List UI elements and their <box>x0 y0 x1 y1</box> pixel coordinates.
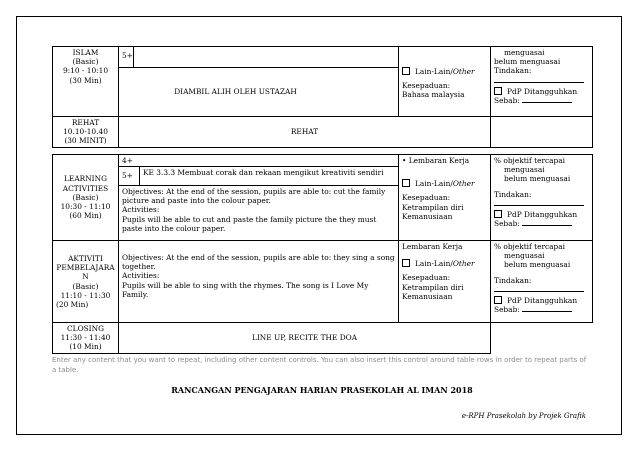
pdp-checkbox[interactable] <box>494 296 502 304</box>
subject-duration: (30 MINIT) <box>64 136 107 146</box>
lain-lain-checkbox[interactable] <box>402 67 410 75</box>
lain-lain-label: Lain-Lain/ <box>415 67 453 76</box>
subject-duration: (60 Min) <box>69 211 102 221</box>
footer-credit: e-RPH Prasekolah by Projek Grafik <box>461 412 586 420</box>
pentaksiran-item: belum menguasai <box>504 174 571 184</box>
kesepaduan-label: Kesepaduan: <box>402 193 451 203</box>
subject-level: (Basic) <box>72 192 99 202</box>
pdp-label: PdP Ditangguhkan <box>507 296 578 306</box>
subject-duration: (10 Min) <box>69 342 102 352</box>
kesepaduan-value: Ketrampilan diri <box>402 202 464 212</box>
islam-content: DIAMBIL ALIH OLEH USTAZAH <box>174 86 297 96</box>
tindakan-label: Tindakan: <box>494 275 532 285</box>
tindakan-field[interactable] <box>494 205 584 206</box>
pdp-checkbox[interactable] <box>494 210 502 218</box>
objectives-text: Objectives: At the end of the session, pupils are able to: cut the family picture and paste into the colour paper. <box>122 187 386 206</box>
pentaksiran-item: % objektif tercapai <box>494 156 566 165</box>
tindakan-field[interactable] <box>494 82 584 83</box>
activities-text: Pupils will be able to sing with the rhymes. The song is I Love My Family. <box>122 280 369 299</box>
lain-lain-label: Lain-Lain/ <box>415 179 453 189</box>
level-label-top: 4+ <box>119 155 398 167</box>
rehat-time-cell <box>53 117 119 148</box>
activities-label: Activities: <box>122 271 160 281</box>
subject-time: 10:30 - 11:10 <box>60 202 111 212</box>
pentaksiran-item: menguasai <box>504 48 545 57</box>
schedule-table-top <box>52 46 593 148</box>
subject-time: 9:10 - 10:10 <box>62 66 109 76</box>
level-label: 5+ <box>119 47 133 67</box>
subject-name-2: ACTIVITIES <box>62 183 109 193</box>
subject-time: 11:30 - 11:40 <box>60 333 111 343</box>
pentaksiran-item: belum menguasai <box>494 57 561 67</box>
sebab-label: Sebab: <box>494 305 520 315</box>
bahan-text: • Lembaran Kerja <box>402 156 470 165</box>
kesepaduan-value: Kemanusiaan <box>402 291 453 301</box>
subject-name: CLOSING <box>67 324 104 333</box>
other-label: Other <box>452 179 475 189</box>
schedule-table-bottom <box>52 154 593 354</box>
document-title: RANCANGAN PENGAJARAN HARIAN PRASEKOLAH AL IMAN 2018 <box>171 385 473 395</box>
subject-level: (Basic) <box>72 281 99 291</box>
sebab-field[interactable] <box>522 102 572 103</box>
activities-text: Pupils will be able to cut and paste the family picture the they must paste into the colour paper. <box>122 214 377 233</box>
islam-content-cell <box>119 47 399 117</box>
subject-duration: (30 Min) <box>69 75 102 85</box>
kesepaduan-label: Kesepaduan: <box>402 273 451 283</box>
activities-label: Activities: <box>122 205 160 215</box>
islam-bahan-cell <box>399 47 491 117</box>
subject-level: (Basic) <box>72 57 99 67</box>
sebab-label: Sebab: <box>494 96 520 106</box>
subject-name-2: PEMBELAJARA <box>56 263 115 273</box>
learning-time-cell <box>53 155 119 241</box>
standard-text: KE 3.3.3 Membuat corak dan rekaan mengikut kreativiti sendiri <box>143 168 384 177</box>
subject-name-3: N <box>82 272 89 282</box>
tindakan-label: Tindakan: <box>494 189 532 199</box>
lain-lain-checkbox[interactable] <box>402 179 410 187</box>
pdp-label: PdP Ditangguhkan <box>507 210 578 220</box>
sebab-field[interactable] <box>522 225 572 226</box>
subject-name: LEARNING <box>64 174 107 184</box>
sebab-label: Sebab: <box>494 219 520 229</box>
bahan-text: Lembaran Kerja <box>402 242 463 251</box>
aktiviti-row <box>53 241 593 323</box>
pentaksiran-item: % objektif tercapai <box>494 242 566 251</box>
tindakan-label: Tindakan: <box>494 66 532 76</box>
pentaksiran-item: menguasai <box>504 251 545 261</box>
subject-time: 11:10 - 11:30 <box>60 290 111 300</box>
kesepaduan-value: Kemanusiaan <box>402 211 453 221</box>
kesepaduan-value: Ketrampilan diri <box>402 282 464 292</box>
lain-lain-label: Lain-Lain/ <box>415 259 453 269</box>
repeating-section-placeholder[interactable]: Enter any content that you want to repeat, including other content controls. You can also insert this control around table rows in order to repeat parts of a table. <box>52 356 587 374</box>
subject-duration: (20 Min) <box>56 299 89 309</box>
objectives-text: Objectives: At the end of the session, pupils are able to: they sing a song together. <box>122 253 395 272</box>
pdp-label: PdP Ditangguhkan <box>507 86 578 96</box>
subject-time: 10.10-10.40 <box>63 127 108 137</box>
kesepaduan-value: Bahasa malaysia <box>402 90 465 100</box>
subject-name: ISLAM <box>72 48 99 57</box>
learning-content-cell <box>119 155 399 241</box>
learning-bahan-cell <box>399 155 491 241</box>
closing-time-cell <box>53 323 119 354</box>
pdp-checkbox[interactable] <box>494 87 502 95</box>
subject-name: REHAT <box>71 118 100 127</box>
lain-lain-checkbox[interactable] <box>402 259 410 267</box>
learning-row <box>53 155 593 241</box>
sebab-field[interactable] <box>522 311 572 312</box>
closing-row <box>53 323 593 354</box>
tindakan-field[interactable] <box>494 291 584 292</box>
aktiviti-content-cell <box>119 241 399 323</box>
other-label: Other <box>452 259 475 269</box>
rehat-row <box>53 117 593 148</box>
subject-name: AKTIVITI <box>68 253 103 263</box>
islam-time-cell <box>53 47 119 117</box>
level-label: 5+ <box>119 167 140 185</box>
islam-pentaksiran-cell <box>491 47 593 117</box>
aktiviti-bahan-cell <box>399 241 491 323</box>
pentaksiran-item: menguasai <box>504 165 545 175</box>
aktiviti-pentaksiran-cell <box>491 241 593 323</box>
learning-pentaksiran-cell <box>491 155 593 241</box>
kesepaduan-label: Kesepaduan: <box>402 81 451 91</box>
islam-row <box>53 47 593 117</box>
rehat-content: REHAT <box>119 117 491 148</box>
closing-content: LINE UP, RECITE THE DOA <box>119 323 491 354</box>
other-label: Other <box>452 67 475 76</box>
pentaksiran-item: belum menguasai <box>504 260 571 270</box>
aktiviti-time-cell <box>53 241 119 323</box>
